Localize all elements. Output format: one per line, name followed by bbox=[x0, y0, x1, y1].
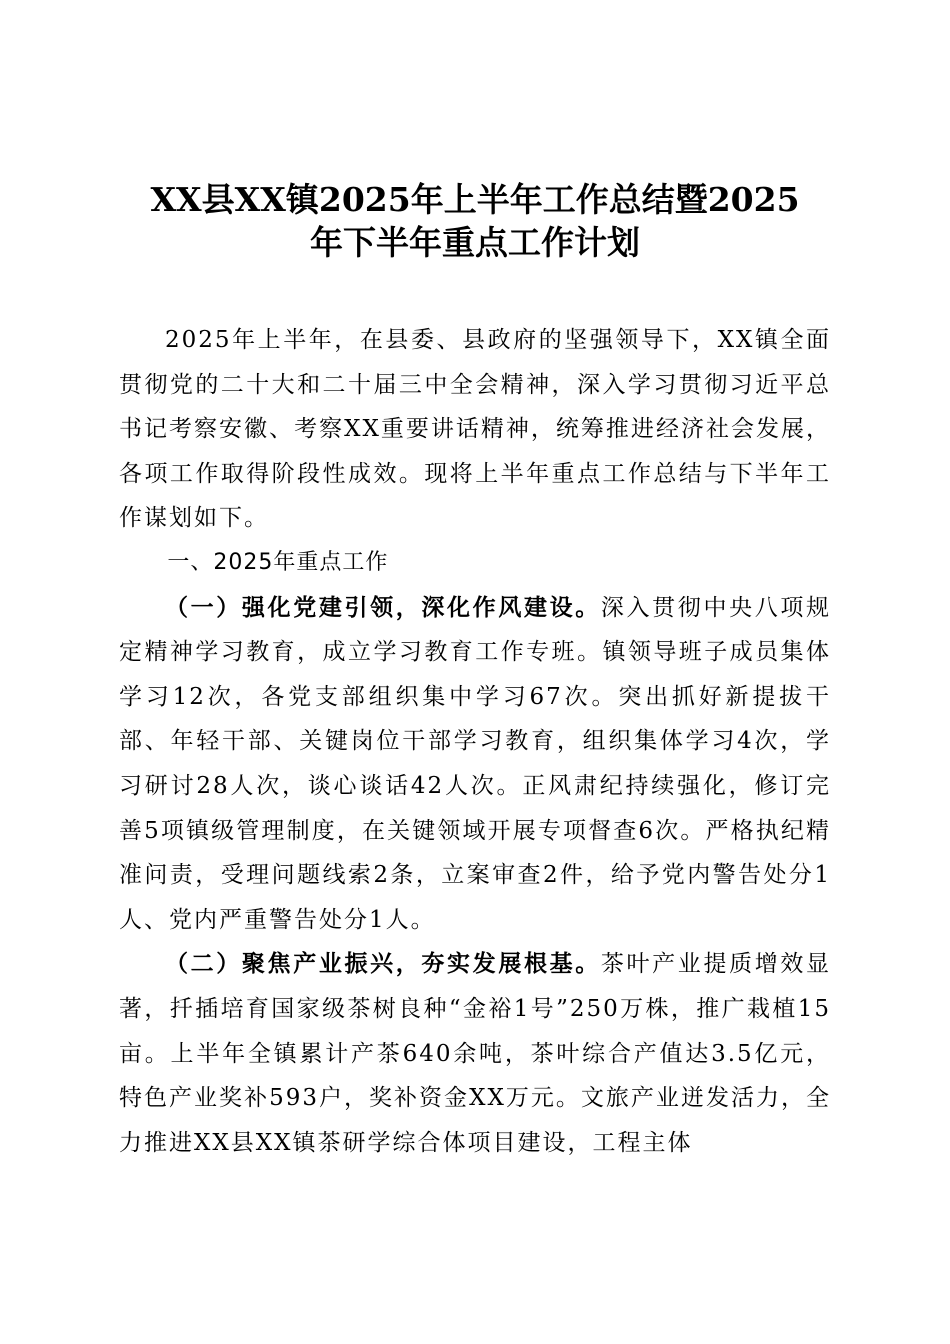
subsection-1-paragraph bbox=[119, 586, 831, 943]
subsection-2-text: 茶叶产业提质增效显著，扦插培育国家级茶树良种“金裕1号”250万株，推广栽植15亩。上半年全镇累计产茶640余吨，茶叶综合产值达3.5亿元，特色产业奖补593户，奖补资金XX万元。文旅产业迸发活力，全力推进XX县XX镇茶研学综合体项目建设，工程主体 bbox=[119, 951, 832, 1156]
title-line-1: XX县XX镇2025年上半年工作总结暨2025 bbox=[150, 180, 800, 219]
subsection-2-lead: （二）聚焦产业振兴，夯实发展根基。 bbox=[165, 951, 601, 978]
title-line-2: 年下半年重点工作计划 bbox=[310, 223, 640, 262]
subsection-1-text: 深入贯彻中央八项规定精神学习教育，成立学习教育工作专班。镇领导班子成员集体学习12次，各党支部组织集中学习67次。突出抓好新提拔干部、年轻干部、关键岗位干部学习教育，组织集体学习4次，学习研讨28人次，谈心谈话42人次。正风肃纪持续强化，修订完善5项镇级管理制度，在关键领域开展专项督查6次。严格执纪精准问责，受理问题线索2条，立案审查2件，给予党内警告处分1人、党内严重警告处分1人。 bbox=[119, 594, 832, 933]
subsection-2-paragraph bbox=[119, 942, 831, 1165]
document-title bbox=[100, 178, 850, 264]
section-heading-1: 一、2025年重点工作 bbox=[167, 549, 389, 575]
subsection-1-lead: （一）强化党建引领，深化作风建设。 bbox=[165, 594, 601, 621]
intro-paragraph: 2025年上半年，在县委、县政府的坚强领导下，XX镇全面贯彻党的二十大和二十届三中全会精神，深入学习贯彻习近平总书记考察安徽、考察XX重要讲话精神，统筹推进经济社会发展，各项工作取得阶段性成效。现将上半年重点工作总结与下半年工作谋划如下。 bbox=[119, 327, 831, 532]
document-body bbox=[119, 318, 831, 1165]
